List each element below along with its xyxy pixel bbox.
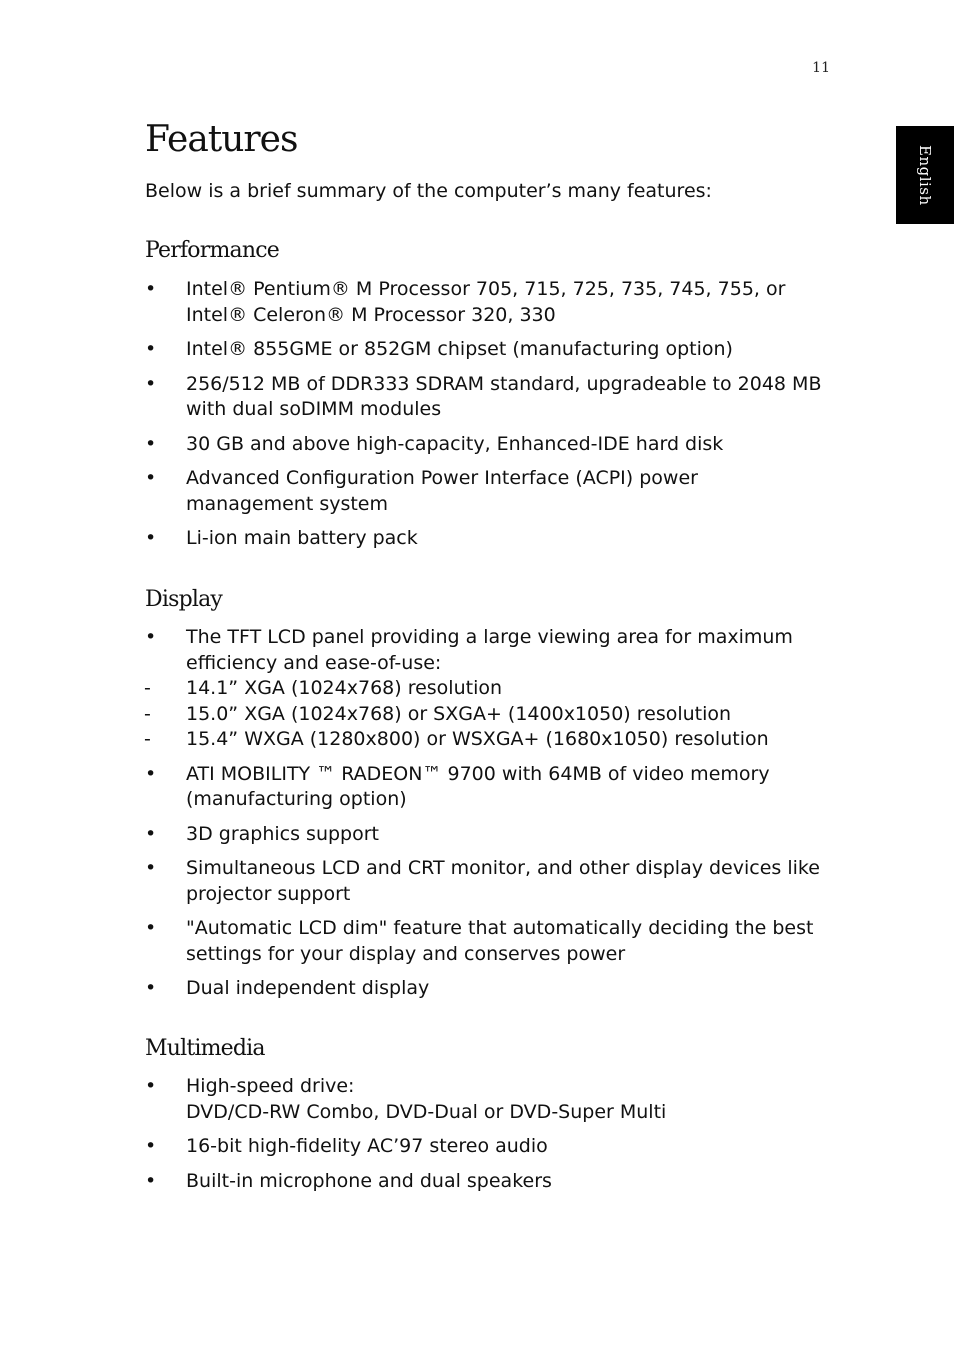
language-tab-label: English <box>916 144 934 206</box>
list-item-line: • Built-in microphone and dual speakers <box>186 1169 552 1192</box>
list-item-line: efficiency and ease-of-use: <box>186 651 442 674</box>
list-item-line: • Intel® Pentium® M Processor 705, 715, 725, 735, 745, 755, or <box>186 278 786 300</box>
list-item <box>145 1074 835 1125</box>
list-item-line: with dual soDIMM modules <box>186 398 442 420</box>
list-item-line: • 30 GB and above high-capacity, Enhanced-IDE hard disk <box>186 432 724 455</box>
list-item-line: • ATI MOBILITY ™ RADEON™ 9700 with 64MB of video memory <box>186 762 770 785</box>
list-item-line: Intel® Celeron® M Processor 320, 330 <box>186 303 556 326</box>
sublist-item: - 14.1” XGA (1024x768) resolution <box>144 676 835 702</box>
intro-text: Below is a brief summary of the computer’s many features: <box>145 180 712 202</box>
list-item-line: • 256/512 MB of DDR333 SDRAM standard, upgradeable to 2048 MB <box>186 372 822 395</box>
page-number: 11 <box>812 60 830 76</box>
list-item-line: • The TFT LCD panel providing a large viewing area for maximum <box>186 626 793 648</box>
list-item <box>145 625 835 753</box>
list-item-line: • Simultaneous LCD and CRT monitor, and other display devices like <box>186 857 820 879</box>
list-item-line: • Intel® 855GME or 852GM chipset (manufacturing option) <box>186 338 733 360</box>
list-item-line: • 3D graphics support <box>186 822 379 845</box>
resolution-sublist <box>186 676 835 753</box>
page-title: Features <box>145 119 298 160</box>
list-item-line: projector support <box>186 882 351 905</box>
list-item <box>145 277 835 328</box>
list-item-line: DVD/CD-RW Combo, DVD-Dual or DVD-Super Multi <box>186 1100 667 1123</box>
list-item <box>145 1169 835 1195</box>
list-item <box>145 337 835 363</box>
list-item <box>145 526 835 552</box>
list-item <box>145 466 835 517</box>
section-heading-display: Display <box>145 587 223 612</box>
list-item <box>145 432 835 458</box>
list-item-line: management system <box>186 492 389 515</box>
section-heading-performance: Performance <box>145 238 279 263</box>
section-heading-multimedia: Multimedia <box>145 1036 265 1061</box>
list-item <box>145 372 835 423</box>
sublist-item: - 15.0” XGA (1024x768) or SXGA+ (1400x1050) resolution <box>144 702 835 728</box>
list-item <box>145 976 835 1002</box>
list-item-line: • High-speed drive: <box>186 1075 355 1097</box>
list-item <box>145 856 835 907</box>
multimedia-list <box>145 1074 835 1203</box>
language-tab <box>896 126 954 224</box>
list-item <box>145 822 835 848</box>
list-item-line: (manufacturing option) <box>186 788 407 810</box>
list-item <box>145 916 835 967</box>
list-item-line: • Li-ion main battery pack <box>186 527 418 549</box>
list-item-line: • "Automatic LCD dim" feature that automatically deciding the best <box>186 917 814 939</box>
list-item <box>145 1134 835 1160</box>
list-item-line: • Advanced Configuration Power Interface (ACPI) power <box>186 467 698 489</box>
performance-list <box>145 277 835 561</box>
list-item-line: • Dual independent display <box>186 977 430 999</box>
display-list <box>145 625 835 1011</box>
list-item <box>145 762 835 813</box>
list-item-line: • 16-bit high-fidelity AC’97 stereo audio <box>186 1135 548 1157</box>
sublist-item: - 15.4” WXGA (1280x800) or WSXGA+ (1680x1050) resolution <box>144 727 835 753</box>
list-item-line: settings for your display and conserves power <box>186 942 626 965</box>
